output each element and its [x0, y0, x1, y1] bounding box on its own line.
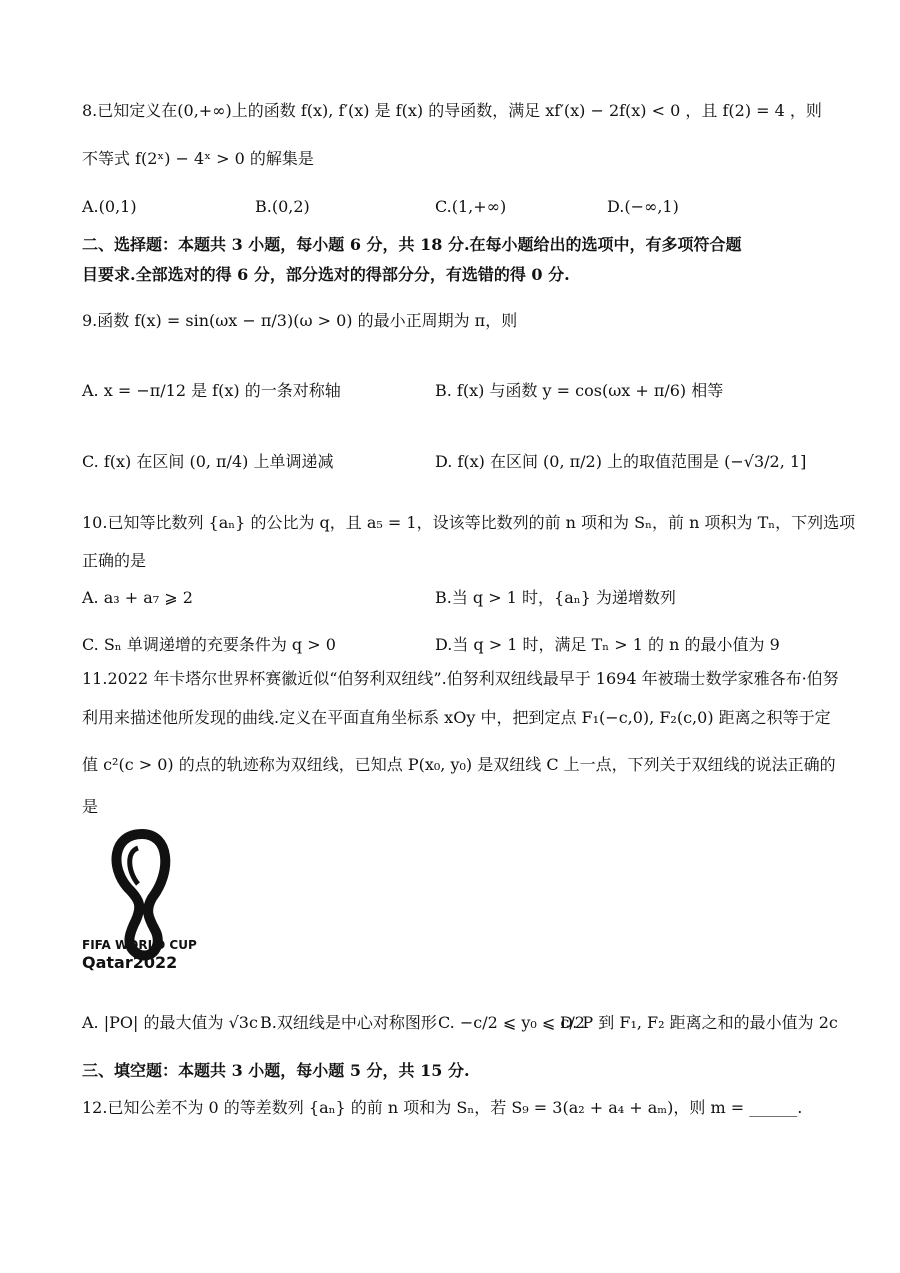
q10-option-c: C. Sₙ 单调递增的充要条件为 q > 0: [82, 635, 336, 654]
section3-heading: 三、填空题：本题共 3 小题，每小题 5 分，共 15 分.: [82, 1061, 470, 1080]
q10-option-a: A. a₃ + a₇ ⩾ 2: [82, 588, 193, 607]
q8-option-a: A.(0,1): [82, 197, 137, 216]
q11-option-b: B.双纽线是中心对称图形: [260, 1013, 437, 1032]
q10-option-d: D.当 q > 1 时，满足 Tₙ > 1 的 n 的最小值为 9: [435, 635, 780, 654]
q8-option-c: C.(1,+∞): [435, 197, 507, 216]
q11-option-d: D. P 到 F₁, F₂ 距离之和的最小值为 2c: [560, 1013, 838, 1032]
q9-option-d: D. f(x) 在区间 (0, π/2) 上的取值范围是 (−√3/2, 1]: [435, 452, 807, 471]
q9-stem: 9.函数 f(x) = sin(ωx − π/3)(ω > 0) 的最小正周期为 π，则: [82, 311, 518, 330]
q9-option-c: C. f(x) 在区间 (0, π/4) 上单调递减: [82, 452, 334, 471]
q9-option-a: A. x = −π/12 是 f(x) 的一条对称轴: [82, 381, 341, 400]
q8-stem-line-1: 8.已知定义在(0,+∞)上的函数 f(x), f′(x) 是 f(x) 的导函数，满足 xf′(x) − 2f(x) < 0 ，且 f(2) = 4 ，则: [82, 101, 822, 120]
q8-option-d: D.(−∞,1): [607, 197, 679, 216]
q11-stem-line-3: 值 c²(c > 0) 的点的轨迹称为双纽线，已知点 P(x₀, y₀) 是双纽线 C 上一点，下列关于双纽线的说法正确的: [82, 755, 836, 774]
q8-option-b: B.(0,2): [255, 197, 310, 216]
q11-option-a: A. |PO| 的最大值为 √3c: [82, 1013, 258, 1032]
q10-option-b: B.当 q > 1 时，{aₙ} 为递增数列: [435, 588, 676, 607]
q8-stem-line-2: 不等式 f(2ˣ) − 4ˣ > 0 的解集是: [82, 149, 314, 168]
world-cup-logo: [82, 828, 202, 976]
section2-heading-line-1: 二、选择题：本题共 3 小题，每小题 6 分，共 18 分.在每小题给出的选项中，有多项符合题: [82, 235, 742, 254]
q11-stem-line-2: 利用来描述他所发现的曲线.定义在平面直角坐标系 xOy 中，把到定点 F₁(−c,0), F₂(c,0) 距离之积等于定: [82, 708, 831, 727]
q11-stem-line-4: 是: [82, 797, 99, 816]
q12-stem: 12.已知公差不为 0 的等差数列 {aₙ} 的前 n 项和为 Sₙ，若 S₉ = 3(a₂ + a₄ + aₘ)，则 m = ______.: [82, 1098, 803, 1117]
q10-stem-line-2: 正确的是: [82, 551, 147, 570]
logo-text-line-1: FIFA WORLD CUP: [82, 938, 197, 952]
logo-text-line-2: Qatar2022: [82, 953, 178, 972]
q10-stem-line-1: 10.已知等比数列 {aₙ} 的公比为 q，且 a₅ = 1，设该等比数列的前 n 项和为 Sₙ，前 n 项积为 Tₙ，下列选项: [82, 513, 856, 532]
q11-option-c: C. −c/2 ⩽ y₀ ⩽ c/2: [438, 1013, 585, 1032]
q11-stem-line-1: 11.2022 年卡塔尔世界杯赛徽近似“伯努利双纽线”.伯努利双纽线最早于 1694 年被瑞士数学家雅各布·伯努: [82, 669, 839, 688]
q9-option-b: B. f(x) 与函数 y = cos(ωx + π/6) 相等: [435, 381, 724, 400]
section2-heading-line-2: 目要求.全部选对的得 6 分，部分选对的得部分分，有选错的得 0 分.: [82, 265, 570, 284]
